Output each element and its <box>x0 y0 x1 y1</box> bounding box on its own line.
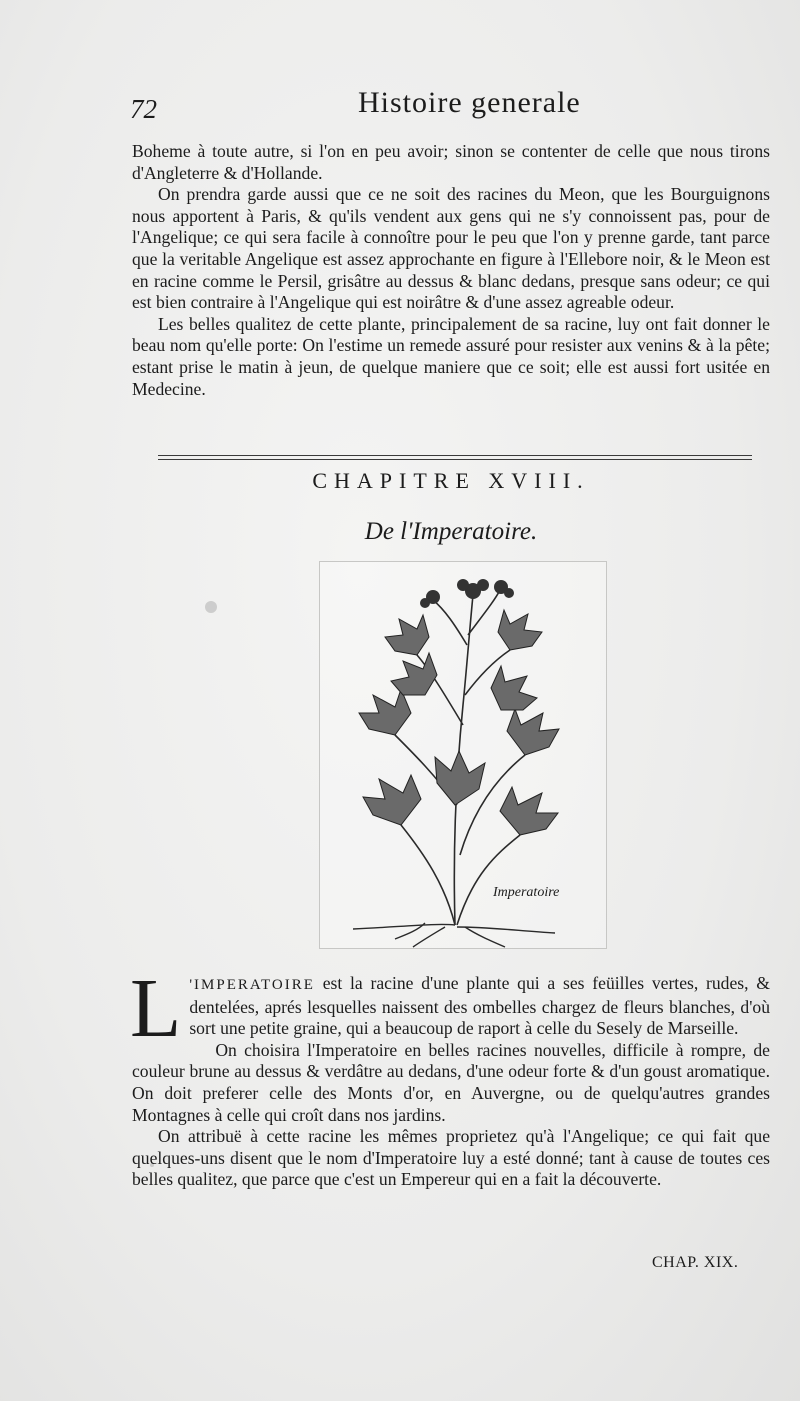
section-1-text <box>132 141 770 400</box>
paragraph: On prendra garde aussi que ce ne soit des racines du Meon, que les Bourguignons nous apportent à Paris, & qu'ils vendent aux gens qui ne s'y connoissent pas, pour de l'Angelique; ce qui sera facile à connoître pour le peu que l'on y prenne garde, tant parce que la veritable Angelique est assez approchante en figure à l'Ellebore noir, & le Meon est en racine comme le Persil, grisâtre au dessus & blanc dedans, presque sans odeur; ce qui est bien contraire à l'Angelique qui est noirâtre & d'une assez agreable odeur. <box>132 184 770 313</box>
section-2-text <box>130 962 770 1191</box>
chapter-number: CHAPITRE XVIII. <box>312 468 590 493</box>
paragraph: Boheme à toute autre, si l'on en peu avoir; sinon se contenter de celle que nous tirons d'Angleterre & d'Hollande. <box>132 141 770 183</box>
plant-caption: Imperatoire <box>493 885 560 900</box>
lead-word: 'IMPERATOIRE <box>189 977 315 993</box>
ink-smudge <box>205 601 217 613</box>
paragraph: On choisira l'Imperatoire en belles racines nouvelles, difficile à rompre, de couleur brune au dessus & verdâtre au dedans, d'une odeur forte & d'un goust aromatique. On doit preferer celle des Monts d'or, en Auvergne, ou de quelqu'autres grandes Montagnes à celle qui croît dans nos jardins. <box>132 1039 770 1125</box>
paragraph-rest: est la racine d'une plante qui a ses feüilles vertes, rudes, & dentelées, aprés lesquelles naissent des ombelles chargez de fleurs blanches, d'où sort une petite graine, qui a beaucoup de raport à celle du Sesely de Marseille. <box>189 973 770 1039</box>
running-title: Histoire generale <box>358 86 581 119</box>
chapter-title: De l'Imperatoire. <box>364 518 538 545</box>
running-head <box>130 86 770 126</box>
catchword: CHAP. XIX. <box>652 1254 739 1271</box>
paragraph: On attribuë à cette racine les mêmes proprietez qu'à l'Angelique; ce qui fait que quelques-uns disent que le nom d'Imperatoire luy a esté donné; tant à cause de toutes ces belles qualitez, que parce que c'est un Empereur qui en a fait la découverte. <box>132 1126 770 1190</box>
paragraph-with-drop-cap <box>130 962 770 1055</box>
page-number: 72 <box>130 94 157 124</box>
drop-cap: L <box>130 962 182 1055</box>
horizontal-rule <box>158 455 752 456</box>
plant-engraving <box>305 555 615 955</box>
horizontal-rule-thin <box>158 459 752 460</box>
paragraph: Les belles qualitez de cette plante, principalement de sa racine, luy ont fait donner le beau nom qu'elle porte: On l'estime un remede assuré pour resister aux venins & à la pête; estant prise le matin à jeun, de quelque maniere que ce soit; elle est aussi fort usitée en Medecine. <box>132 313 770 399</box>
imperatoire-plant-illustration <box>305 555 615 955</box>
